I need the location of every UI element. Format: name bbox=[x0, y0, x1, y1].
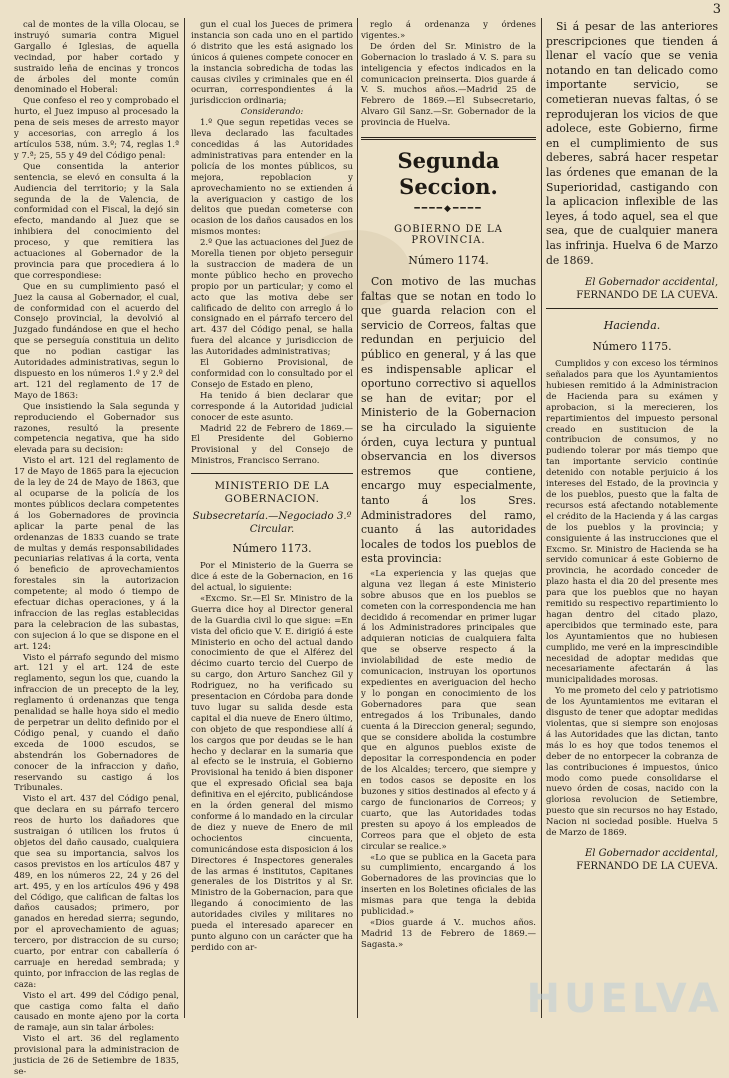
paragraph: Visto el art. 36 del reglamento provisional para la administracion de justicia de 26 de Setiembre de 1835, se- bbox=[14, 1034, 179, 1077]
column-4-body-a bbox=[546, 20, 718, 268]
paragraph: 1.º Que segun repetidas veces se lleva declarado las facultades concedidas á las Autoridades administrativas para entender en la policía de los montes públicos, su mejora, repoblacion y aprovechamiento no se extienden á la averiguacion y castigo de los delitos que puedan cometerse con ocasion de los daños causados en los mismos montes: bbox=[191, 118, 353, 238]
paragraph: 2.º Que las actuaciones del Juez de Morella tienen por objeto perseguir la sustraccion de madera de un monte público hecho en provecho propio por un particular; y como el acto que las motiva debe ser calificado de delito con arreglo á lo consignado en el párrafo tercero del art. 437 del Código penal, se halla fuera del alcance y jurisdiccion de las Autoridades administrativas; bbox=[191, 238, 353, 358]
paragraph: El Gobierno Provisional, de conformidad con lo consultado por el Consejo de Estado en pleno, bbox=[191, 358, 353, 390]
section-heading: Segunda Seccion. bbox=[397, 148, 500, 200]
paragraph: Que en su cumplimiento pasó el Juez la causa al Gobernador, el cual, de conformidad con el acuerdo del Consejo provincial, la devolvió al Juzgado fundándose en que el hecho que se perseguía constituia un delito que no podian castigar las Autoridades administrativas, segun lo dispuesto en los números 1.º y 2.º del art. 121 del reglamento de 17 de Mayo de 1863: bbox=[14, 281, 179, 401]
paragraph: Por el Ministerio de la Guerra se dice á este de la Gobernacion, en 16 del actual, lo siguiente: bbox=[191, 561, 353, 593]
column-divider bbox=[357, 18, 358, 1018]
signature-name: FERNANDO DE LA CUEVA. bbox=[576, 860, 718, 872]
column-divider bbox=[184, 18, 185, 1018]
paragraph: «Dios guarde á V.. muchos años. Madrid 13 de Febrero de 1869.— Sagasta.» bbox=[361, 917, 536, 950]
column-3-body-a bbox=[361, 20, 536, 129]
section-rule bbox=[361, 137, 536, 140]
paragraph: De órden del Sr. Ministro de la Gobernacion lo traslado á V. S. para su inteligencia y efectos indicados en la comunicacion preinserta. Dios guarde á V. S. muchos años.—Madrid 25 de Febrero de 1869.—El Subsecretario, Alvaro Gil Sanz.—Sr. Gobernador de la provincia de Huelva. bbox=[361, 41, 536, 129]
paragraph: Madrid 22 de Febrero de 1869.— El Presidente del Gobierno Provisional y del Consejo de Ministros, Francisco Serrano. bbox=[191, 423, 353, 467]
column-1-body bbox=[14, 20, 179, 1078]
paragraph: Visto el art. 121 del reglamento de 17 de Mayo de 1865 para la ejecucion de la ley de 24 de Mayo de 1863, que al ocuparse de la policía de los montes públicos declara competentes á los Gobernadores de provincia aplicar la parte penal de las ordenanzas de 1833 cuando se trate de multas y demás responsabilidades pecuniarias relativas á la corta, venta ó beneficio de aprovechamientos forestales sin la autorizacion competente; al modo ó tiempo de efectuar dichas operaciones, y á la infraccion de las reglas establecidas para la celebracion de las subastas, con sujecion á lo que se dispone en el art. 124: bbox=[14, 456, 179, 652]
signature-title: El Gobernador accidental, bbox=[584, 277, 718, 289]
page-number: 3 bbox=[712, 2, 721, 17]
column-2 bbox=[191, 20, 353, 954]
ministry-heading: MINISTERIO DE LA GOBERNACION. bbox=[214, 480, 330, 506]
paragraph: «Lo que se publica en la Gaceta para su cumplimiento, encargando á los Gobernadores de las provincias que lo inserten en los Boletines oficiales de las mismas para que tenga la debida publicidad.» bbox=[361, 852, 536, 918]
column-3-body-c bbox=[361, 569, 536, 951]
order-number: Número 1174. bbox=[408, 254, 489, 268]
section-rule bbox=[546, 308, 718, 309]
column-1 bbox=[14, 20, 179, 1078]
paragraph: reglo á ordenanza y órdenes vigentes.» bbox=[361, 20, 536, 41]
column-2-body-b bbox=[191, 118, 353, 467]
paragraph: Visto el art. 437 del Código penal, que declara en su párrafo tercero reos de hurto los dañadores que sustraigan ó utilicen los frutos ú objetos del daño causado, cualquiera que sea su importancia, salvos los casos previstos en los artículos 487 y 489, en los números 22, 24 y 26 del art. 495, y en los artículos 496 y 498 del Código, que califican de faltas los daños causados; primero, por ganados en heredad sierra; segundo, por el aprovechamiento de aguas; tercero, por distraccion de su curso; cuarto, por entrar con caballería ó carruaje en heredad sembrada; y quinto, por infraccion de las reglas de caza: bbox=[14, 794, 179, 990]
paragraph: Con motivo de las muchas faltas que se notan en todo lo que guarda relacion con el servicio de Correos, faltas que redundan en perjuicio del público en general, y á las que es indispensable aplicar el oportuno correctivo si aquellos se han de evitar; por el Ministerio de la Gobernacion se ha circulado la siguiente órden, cuya lectura y puntual observancia en los diversos estremos que contiene, encargo muy especialmente, tanto á los Sres. Administradores del ramo, cuanto á las autoridades locales de todos los pueblos de esta provincia: bbox=[361, 275, 536, 566]
government-heading: GOBIERNO DE LA PROVINCIA. bbox=[394, 224, 503, 247]
paragraph: Ha tenido á bien declarar que corresponde á la Autoridad judicial conocer de este asunto. bbox=[191, 390, 353, 423]
paragraph: Cumplidos y con exceso los términos señalados para que los Ayuntamientos hubiesen remitido á la Administracion de Hacienda para su exámen y aprobacion, si la merecieren, los repartimientos del impuesto personal creado en sustitucion de la contribucion de consumos, y no pudiendo tolerar por más tiempo que tan importante servicio continúe detenido con notable perjuicio á los intereses del Estado, de la provincia y de los pueblos, puesto que la falta de recursos está afectando notablemente el crédito de la Hacienda y á las cargas de los pueblos y la provincia; y consiguiente á las instrucciones que el Excmo. Sr. Ministro de Hacienda se ha servido comunicar á este Gobierno de provincia, he acordado conceder de plazo hasta el dia 20 del presente mes para que los pueblos que no hayan remitido su respectivo repartimiento lo hagan dentro del citado plazo, apercibidos que terminado este, para los Ayuntamientos que no hubiesen cumplido, me veré en la imprescindible necesidad de adoptar medidas que necesariamente afectarán á las municipalidades morosas. bbox=[546, 359, 718, 686]
column-2-body-a bbox=[191, 20, 353, 107]
paragraph: Yo me prometo del celo y patriotismo de los Ayuntamientos me evitaran el disgusto de tener que adoptar medidas violentas, que si siempre son enojosas á las Autoridades que las dictan, tanto más lo es hoy que todos tenemos el deber de no entorpecer la cobranza de las contribuciones é impuestos, único modo como puede consolidarse el nuevo órden de cosas, nacido con la gloriosa revolucion de Setiembre, puesto que sin recursos no hay Estado, Nacion ni sociedad posible. Huelva 5 de Marzo de 1869. bbox=[546, 686, 718, 839]
section-rule bbox=[191, 473, 353, 474]
paragraph: Visto el párrafo segundo del mismo art. 121 y el art. 124 de este reglamento, segun los que, cuando la infraccion de un precepto de la ley, reglamento ú ordenanzas que tenga penalidad se halle hoya sido el medio de perpetrar un delito definido por el Código penal, y cuando el daño exceda de 1000 escudos, se abstendrán los Gobernadores de conocer de la infraccion y daño, reservando su castigo á los Tribunales. bbox=[14, 652, 179, 794]
hacienda-heading: Hacienda. bbox=[603, 319, 661, 333]
column-3 bbox=[361, 20, 536, 951]
signature-block bbox=[546, 847, 718, 873]
column-3-body-b bbox=[361, 275, 536, 567]
paragraph: «La experiencia y las quejas que alguna vez llegan á este Ministerio sobre abusos que en los pueblos se cometen con la correspondencia me han decidido á recomendar en primer lugar á los Administradores principales que adquieran noticias de cualquiera falta que se observe respecto á la inviolabilidad de este medio de comunicacion, instruyan los oportunos expedientes en averiguacion del hecho y lo pongan en conocimiento de los Gobernadores para que sean entregados á los Tribunales, dando cuenta á la Direccion general; segundo, que se considere abolida la costumbre que en algunos pueblos existe de depositar la correspondencia en poder de los Alcaldes; tercero, que siempre y en todos casos se deposite en los buzones y sitios destinados al efecto y á cargo de funcionarios de Correos; y cuarto, que las Autoridades todas presten su apoyo á los empleados de Correos para que el objeto de esta circular se realice.» bbox=[361, 568, 536, 852]
paragraph: Que consentida la anterior sentencia, se elevó en consulta á la Audiencia del territorio; y la Sala segunda de la de Valencia, de conformidad con el Fiscal, la dejó sin efecto, mandando al Juez que se inhibiera del conocimiento del proceso, y que remitiera las actuaciones al Gobernador de la provincia para que procediera á lo que correspondiese: bbox=[14, 161, 179, 281]
signature-title: El Gobernador accidental, bbox=[584, 847, 718, 859]
column-divider bbox=[541, 18, 542, 1018]
paragraph: Visto el art. 499 del Código penal, que castiga como falta el daño causado en monte ajeno por la corta de ramaje, aun sin talar árboles: bbox=[14, 990, 179, 1034]
paragraph: cal de montes de la villa Olocau, se instruyó sumaria contra Miguel Gargallo é Iglesias, de aquella vecindad, por haber cortado y sustraido leña de encinas y troncos de árboles del monte común denominado el Hoberal: bbox=[14, 20, 179, 96]
order-number: Número 1175. bbox=[592, 340, 672, 354]
column-2-body-c bbox=[191, 561, 353, 954]
ornament-rule: ━━━━◆━━━━ bbox=[414, 204, 483, 215]
paragraph: Que insistiendo la Sala segunda y reproduciendo el Gobernador sus razones, resultó la presente competencia negativa, que ha sido elevada para su decision: bbox=[14, 401, 179, 456]
circular-subheading: Subsecretaría.—Negociado 3.º Circular. bbox=[192, 511, 352, 536]
considerando-label: Considerando: bbox=[240, 107, 304, 118]
archive-watermark: HUELVA bbox=[526, 976, 723, 1022]
paragraph: gun el cual los Jueces de primera instancia son cada uno en el partido ó distrito que les está asignado los únicos á quienes compete conocer en la instancia sobredicha de todas las causas civiles y criminales que en él ocurran, correspondientes á la jurisdiccion ordinaria; bbox=[191, 20, 353, 107]
column-4 bbox=[546, 20, 718, 873]
order-number: Número 1173. bbox=[232, 542, 312, 556]
signature-name: FERNANDO DE LA CUEVA. bbox=[576, 290, 718, 302]
signature-block bbox=[546, 276, 718, 302]
paragraph: Que confeso el reo y comprobado el hurto, el Juez impuso al procesado la pena de seis meses de arresto mayor y accesorias, con arreglo á los artículos 538, núm. 3.º; 74, reglas 1.ª y 7.ª; 25, 55 y 49 del Código penal: bbox=[14, 96, 179, 161]
paragraph: Si á pesar de las anteriores prescripciones que tienden á llenar el vacío que se venia notando en tan delicado como importante servicio, se cometieran nuevas faltas, ó se reprodujeran los vicios de que adolece, este Gobierno, firme en el cumplimiento de sus deberes, sabrá hacer respetar las órdenes que emanan de la Superioridad, castigando con la aplicacion inflexible de las leyes, á todo aquel, sea el que sea, que de cualquier manera las infrinja. Huelva 6 de Marzo de 1869. bbox=[546, 20, 718, 267]
paragraph: «Excmo. Sr.—El Sr. Ministro de la Guerra dice hoy al Director general de la Guardia civil lo que sigue: =En vista del oficio que V. E. dirigió á este Ministerio en ocho del actual dando conocimiento de que el Alférez del décimo cuarto tercio del Cuerpo de su cargo, don Arturo Sanchez Gil y Rodriguez, no ha verificado su presentacion en Córdoba para donde tuvo lugar su salida desde esta capital el dia nueve de Enero último, con objeto de que respondiese allí á los cargos que por deudas se le han hecho y declarar en la sumaria que al efecto se le instruia, el Gobierno Provisional ha tenido á bien disponer que el expresado Oficial sea baja definitiva en el ejército, publicándose en la órden general del mismo conforme á lo mandado en la circular de diez y nueve de Enero de mil ochocientos cincuenta, comunicándose esta disposicion á los Directores é Inspectores generales de las armas é institutos, Capitanes generales de los Distritos y al Sr. Ministro de la Gobernacion, para que llegando á conocimiento de las autoridades civiles y militares no pueda el interesado aparecer en punto alguno con un carácter que ha perdido con ar- bbox=[191, 593, 353, 953]
column-4-body-b bbox=[546, 359, 718, 839]
